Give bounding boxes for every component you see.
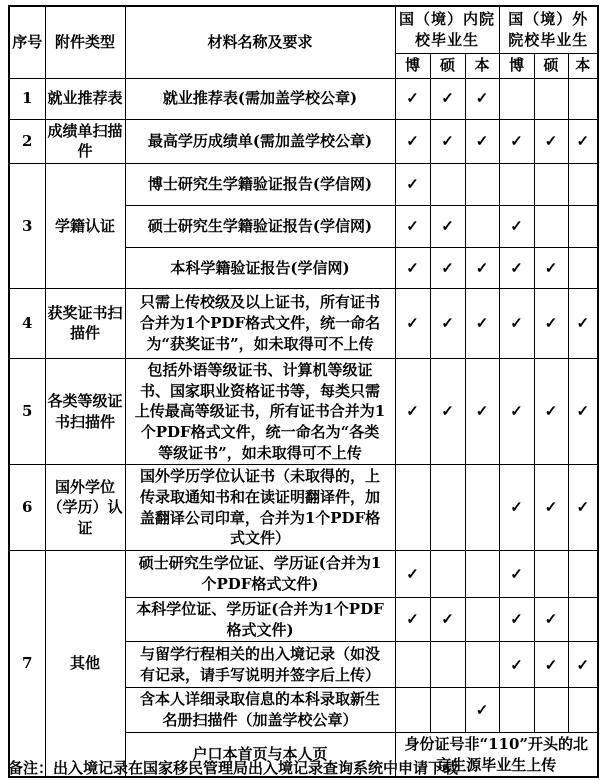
check-cell — [430, 642, 465, 688]
check-cell — [534, 688, 568, 732]
check-cell: ✓ — [430, 205, 465, 247]
check-cell: ✓ — [499, 247, 534, 288]
material-desc: 户口本首页与本人页 — [125, 732, 395, 777]
header-degree-master-overseas: 硕 — [534, 53, 568, 78]
check-cell: ✓ — [534, 288, 568, 358]
row-number: 6 — [9, 465, 45, 551]
check-cell — [430, 551, 465, 598]
attachment-type: 各类等级证书扫描件 — [45, 358, 125, 464]
check-cell — [465, 642, 499, 688]
check-cell: ✓ — [534, 642, 568, 688]
check-cell — [499, 688, 534, 732]
check-cell: ✓ — [430, 78, 465, 119]
check-cell — [568, 163, 598, 205]
check-cell: ✓ — [534, 358, 568, 464]
check-cell: ✓ — [430, 358, 465, 464]
check-cell: ✓ — [499, 288, 534, 358]
table-row — [9, 358, 598, 464]
table-row — [9, 288, 598, 358]
check-cell: ✓ — [465, 78, 499, 119]
material-desc: 包括外语等级证书、计算机等级证书、国家职业资格证书等，每类只需上传最高等级证书，所有证书合并为1个PDF格式文件，统一命名为“各类等级证书”，如未取得可不上传 — [125, 358, 395, 464]
check-cell: ✓ — [499, 598, 534, 642]
check-cell — [568, 688, 598, 732]
check-cell — [568, 205, 598, 247]
header-material-requirements: 材料名称及要求 — [125, 6, 395, 78]
check-cell — [534, 78, 568, 119]
check-cell — [568, 247, 598, 288]
check-cell — [465, 205, 499, 247]
check-cell — [568, 551, 598, 598]
check-cell: ✓ — [430, 288, 465, 358]
check-cell — [465, 163, 499, 205]
check-cell: ✓ — [465, 288, 499, 358]
row-number: 4 — [9, 288, 45, 358]
check-cell: ✓ — [395, 551, 430, 598]
check-cell — [534, 551, 568, 598]
check-cell — [430, 688, 465, 732]
header-degree-bachelor-overseas: 本 — [568, 53, 598, 78]
attachment-type: 就业推荐表 — [45, 78, 125, 119]
table-row — [9, 465, 598, 551]
check-cell: ✓ — [395, 205, 430, 247]
requirements-table — [8, 5, 599, 778]
attachment-type: 国外学位（学历）认证 — [45, 465, 125, 551]
check-cell — [465, 551, 499, 598]
check-cell: ✓ — [534, 119, 568, 163]
check-cell: ✓ — [465, 247, 499, 288]
attachment-type: 其他 — [45, 551, 125, 778]
material-desc: 本科学位证、学历证(合并为1个PDF格式文件) — [125, 598, 395, 642]
check-cell: ✓ — [499, 205, 534, 247]
check-cell — [499, 163, 534, 205]
footer-note: 备注：出入境记录在国家移民管理局出入境记录查询系统中申请下载 — [8, 759, 459, 777]
check-cell: ✓ — [499, 119, 534, 163]
merged-note-cell: 身份证号非“110”开头的北京生源毕业生上传 — [395, 732, 598, 777]
header-overseas-graduates: 国（境）外院校毕业生 — [499, 6, 598, 53]
check-cell: ✓ — [499, 642, 534, 688]
material-desc: 博士研究生学籍验证报告(学信网) — [125, 163, 395, 205]
header-serial-number: 序号 — [9, 6, 45, 78]
row-number: 3 — [9, 163, 45, 288]
material-desc: 与留学行程相关的出入境记录（如没有记录，请手写说明并签字后上传） — [125, 642, 395, 688]
check-cell — [395, 688, 430, 732]
check-cell: ✓ — [395, 288, 430, 358]
table-row — [9, 163, 598, 205]
material-desc: 最高学历成绩单(需加盖学校公章) — [125, 119, 395, 163]
table-row — [9, 551, 598, 598]
row-number: 5 — [9, 358, 45, 464]
check-cell: ✓ — [499, 465, 534, 551]
check-cell — [430, 163, 465, 205]
header-attachment-type: 附件类型 — [45, 6, 125, 78]
material-desc: 本科学籍验证报告(学信网) — [125, 247, 395, 288]
check-cell: ✓ — [568, 465, 598, 551]
check-cell: ✓ — [395, 119, 430, 163]
check-cell: ✓ — [430, 119, 465, 163]
material-desc: 硕士研究生学籍验证报告(学信网) — [125, 205, 395, 247]
check-cell: ✓ — [568, 358, 598, 464]
check-cell: ✓ — [395, 163, 430, 205]
table-row — [9, 78, 598, 119]
check-cell — [465, 598, 499, 642]
check-cell — [465, 465, 499, 551]
attachment-type: 成绩单扫描件 — [45, 119, 125, 163]
check-cell — [499, 78, 534, 119]
check-cell: ✓ — [534, 465, 568, 551]
material-desc: 就业推荐表(需加盖学校公章) — [125, 78, 395, 119]
check-cell: ✓ — [568, 119, 598, 163]
check-cell: ✓ — [395, 598, 430, 642]
check-cell — [395, 465, 430, 551]
check-cell: ✓ — [465, 119, 499, 163]
check-cell: ✓ — [395, 78, 430, 119]
header-degree-phd-overseas: 博 — [499, 53, 534, 78]
header-degree-phd-domestic: 博 — [395, 53, 430, 78]
check-cell: ✓ — [395, 358, 430, 464]
check-cell: ✓ — [499, 358, 534, 464]
table-header-row — [9, 6, 598, 53]
check-cell — [395, 642, 430, 688]
check-cell: ✓ — [465, 688, 499, 732]
check-cell: ✓ — [499, 551, 534, 598]
check-cell: ✓ — [534, 598, 568, 642]
check-cell: ✓ — [465, 358, 499, 464]
header-domestic-graduates: 国（境）内院校毕业生 — [395, 6, 499, 53]
row-number: 2 — [9, 119, 45, 163]
check-cell: ✓ — [430, 598, 465, 642]
material-desc: 含本人详细录取信息的本科录取新生名册扫描件（加盖学校公章） — [125, 688, 395, 732]
check-cell — [430, 465, 465, 551]
material-desc: 国外学历学位认证书（未取得的，上传录取通知书和在读证明翻译件，加盖翻译公司印章，合并为1个PDF格式文件） — [125, 465, 395, 551]
check-cell — [534, 163, 568, 205]
check-cell — [568, 78, 598, 119]
attachment-type: 学籍认证 — [45, 163, 125, 288]
header-degree-bachelor-domestic: 本 — [465, 53, 499, 78]
check-cell: ✓ — [534, 247, 568, 288]
table-row — [9, 119, 598, 163]
material-desc: 只需上传校级及以上证书，所有证书合并为1个PDF格式文件，统一命名为“获奖证书”，如未取得可不上传 — [125, 288, 395, 358]
header-degree-master-domestic: 硕 — [430, 53, 465, 78]
row-number: 1 — [9, 78, 45, 119]
check-cell: ✓ — [395, 247, 430, 288]
row-number: 7 — [9, 551, 45, 778]
check-cell: ✓ — [568, 288, 598, 358]
attachment-type: 获奖证书扫描件 — [45, 288, 125, 358]
check-cell — [568, 598, 598, 642]
material-desc: 硕士研究生学位证、学历证(合并为1个PDF格式文件) — [125, 551, 395, 598]
check-cell: ✓ — [430, 247, 465, 288]
check-cell: ✓ — [568, 642, 598, 688]
check-cell — [534, 205, 568, 247]
